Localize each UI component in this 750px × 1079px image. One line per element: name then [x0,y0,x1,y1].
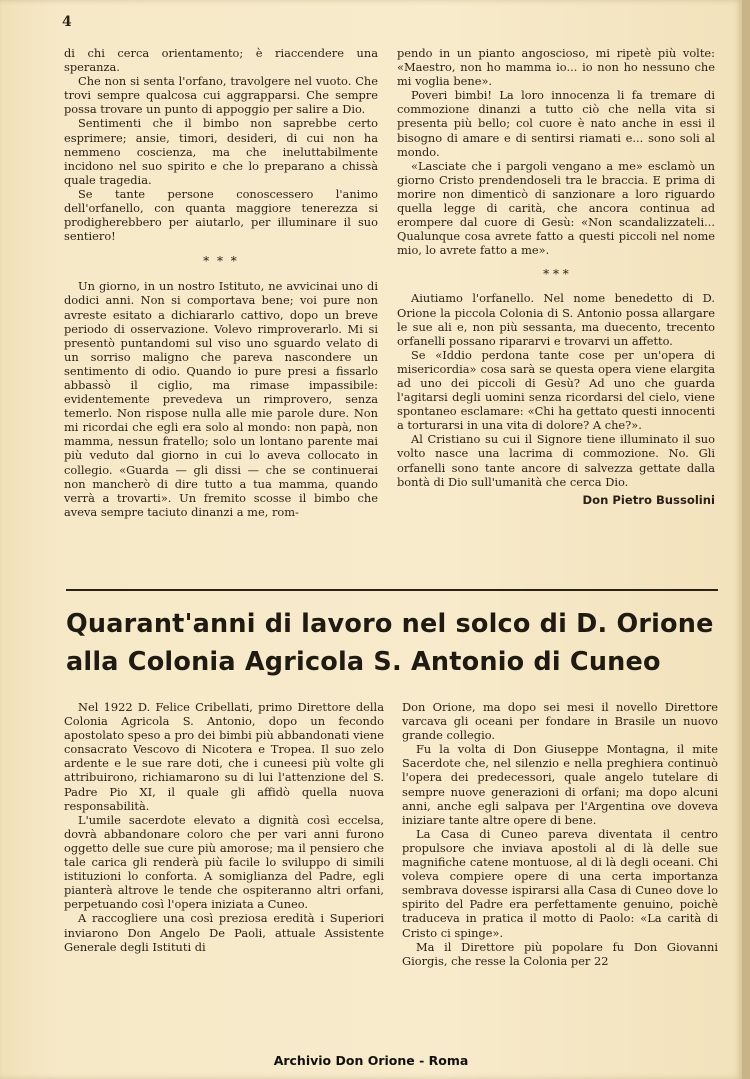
paragraph: L'umile sacerdote elevato a dignità così eccelsa, dovrà abbandonare coloro che per vari anni furono oggetto delle sue cure più amorose; ma il pensiero che tale carica gli renderà più facile lo sviluppo di simili istituzioni lo conforta. A somiglianza del Padre, egli pianterà altrove le tende che ospiteranno altri orfani, perpetuando così l'opera iniziata a Cuneo. [64,812,384,912]
headline-line-1: Quarant'anni di lavoro nel solco di D. Orione [66,609,714,639]
page-edge [742,0,750,1079]
paragraph: La Casa di Cuneo pareva diventata il centro propulsore che inviava apostoli al di là delle sue magnifiche catene montuose, al di là degli oceani. Chi voleva compiere opere di una certa importanza sembrava dovesse ispirarsi alla Casa di Cuneo dove lo spirito del Padre era perfettamente genuino, poichè traduceva in pratica il motto di Paolo: «La carità di Cristo ci spinge». [402,826,718,940]
paragraph: Poveri bimbi! La loro innocenza li fa tremare di commozione dinanzi a tutto ciò che nella vita si presenta più bello; col cuore è nato anche in essi il bisogno di amare e di sentirsi riamati e... sono soli al mondo. [397,88,715,159]
paragraph: Se «Iddio perdona tante cose per un'opera di misericordia» cosa sarà se questa opera viene elargita ad uno dei piccoli di Gesù? Ad uno che guarda l'agitarsi degli uomini senza ricordarsi del cielo, viene spontaneo esclamare: «Chi ha gettato questi innocenti a torturarsi in una vita di dolore? A che?». [397,347,715,433]
paragraph: Che non si senta l'orfano, travolgere nel vuoto. Che trovi sempre qualcosa cui aggrapparsi. Che sempre possa trovare un punto di appoggio per salire a Dio. [64,74,378,117]
page-number: 4 [62,14,72,30]
headline-line-2: alla Colonia Agricola S. Antonio di Cuneo [66,647,661,677]
paragraph: Fu la volta di Don Giuseppe Montagna, il mite Sacerdote che, nel silenzio e nella preghiera continuò l'opera dei predecessori, quale angelo tutelare di sempre nuove generazioni di orfani; ma dopo alcuni anni, anche egli salpava per l'Argentina ove doveva iniziare tante altre opere di bene. [402,742,718,827]
paragraph: Nel 1922 D. Felice Cribellati, primo Direttore della Colonia Agricola S. Antonio, dopo un fecondo apostolato speso a pro dei bimbi più abbandonati viene consacrato Vescovo di Nicotera e Tropea. Il suo zelo ardente e le sue rare doti, che i cuneesi più volte gli attribuirono, richiamarono su di lui l'attenzione del S. Padre Pio XI, il quale gli affidò quella nuova responsabilità. [64,700,384,813]
paragraph: A raccogliere una così preziosa eredità i Superiori inviarono Don Angelo De Paoli, attuale Assistente Generale degli Istituti di [64,911,384,954]
paragraph: Aiutiamo l'orfanello. Nel nome benedetto di D. Orione la piccola Colonia di S. Antonio possa allargare le sue ali e, non più sessanta, ma duecento, trecento orfanelli possano ripararvi e trovarvi un affetto. [397,291,715,348]
article-top-right-column [397,46,715,507]
paragraph: di chi cerca orientamento; è riaccendere una speranza. [64,46,378,75]
section-divider [66,589,718,591]
paragraph: Sentimenti che il bimbo non saprebbe certo esprimere; ansie, timori, desideri, di cui non ha nemmeno coscienza, ma che ineluttabilmente incidono nel suo spirito e che lo preparano a chissà quale tragedia. [64,116,378,187]
article-headline [66,605,726,681]
article-bottom-right-column [402,700,718,968]
paragraph: Don Orione, ma dopo sei mesi il novello Direttore varcava gli oceani per fondare in Brasile un nuovo grande collegio. [402,700,718,743]
section-separator-stars: * * * [543,267,569,282]
archive-footer: Archivio Don Orione - Roma [273,1053,469,1068]
paragraph: «Lasciate che i pargoli vengano a me» esclamò un giorno Cristo prendendoseli tra le braccia. E prima di morire non dimenticò di sanzionare a loro riguardo quella legge di carità, che ancora continua ad erompere dal cuore di Gesù: «Non scandalizzateli... Qualunque cosa avrete fatto a questi piccoli nel nome mio, lo avrete fatto a me». [397,158,715,258]
article-signature: Don Pietro Bussolini [582,492,715,507]
paragraph: Al Cristiano su cui il Signore tiene illuminato il suo volto nasce una lacrima di commozione. No. Gli orfanelli sono tante ancore di salvezza gettate dalla bontà di Dio sull'umanità che cerca Dio. [397,432,715,489]
paragraph: Ma il Direttore più popolare fu Don Giovanni Giorgis, che resse la Colonia per 22 [402,939,718,968]
section-separator-stars: * * * [203,254,239,269]
paragraph: pendo in un pianto angoscioso, mi ripetè più volte: «Maestro, non ho mamma io... io non ho nessuno che mi voglia bene». [397,46,715,89]
paragraph: Se tante persone conoscessero l'animo dell'orfanello, con quanta maggiore tenerezza si prodigherebbero per aiutarlo, per illuminare il suo sentiero! [64,186,378,244]
article-top-left-column [64,46,378,519]
article-bottom-left-column [64,700,384,954]
paragraph: Un giorno, in un nostro Istituto, ne avvicinai uno di dodici anni. Non si comportava bene; voi pure non avreste esitato a dichiararlo cattivo, dopo un breve periodo di osservazione. Volevo rimproverarlo. Mi si presentò puntandomi sul viso uno sguardo velato di un sorriso maligno che pareva nascondere un sentimento di odio. Quando io pure presi a fissarlo abbassò il ciglio, ma rimase impassibile: evidentemente prevedeva un rimprovero, senza temerlo. Non rispose nulla alle mie parole dure. Non mi ricordai che egli era solo al mondo: non papà, non mamma, nessun fratello; solo un lontano parente mai più veduto dal giorno in cui lo aveva collocato in collegio. «Guarda — gli dissi — che se continuerai non mancherò di dire tutto a tua mamma, quando verrà a trovarti». Un fremito scosse il bimbo che aveva sempre taciuto dinanzi a me, rom- [64,279,378,519]
